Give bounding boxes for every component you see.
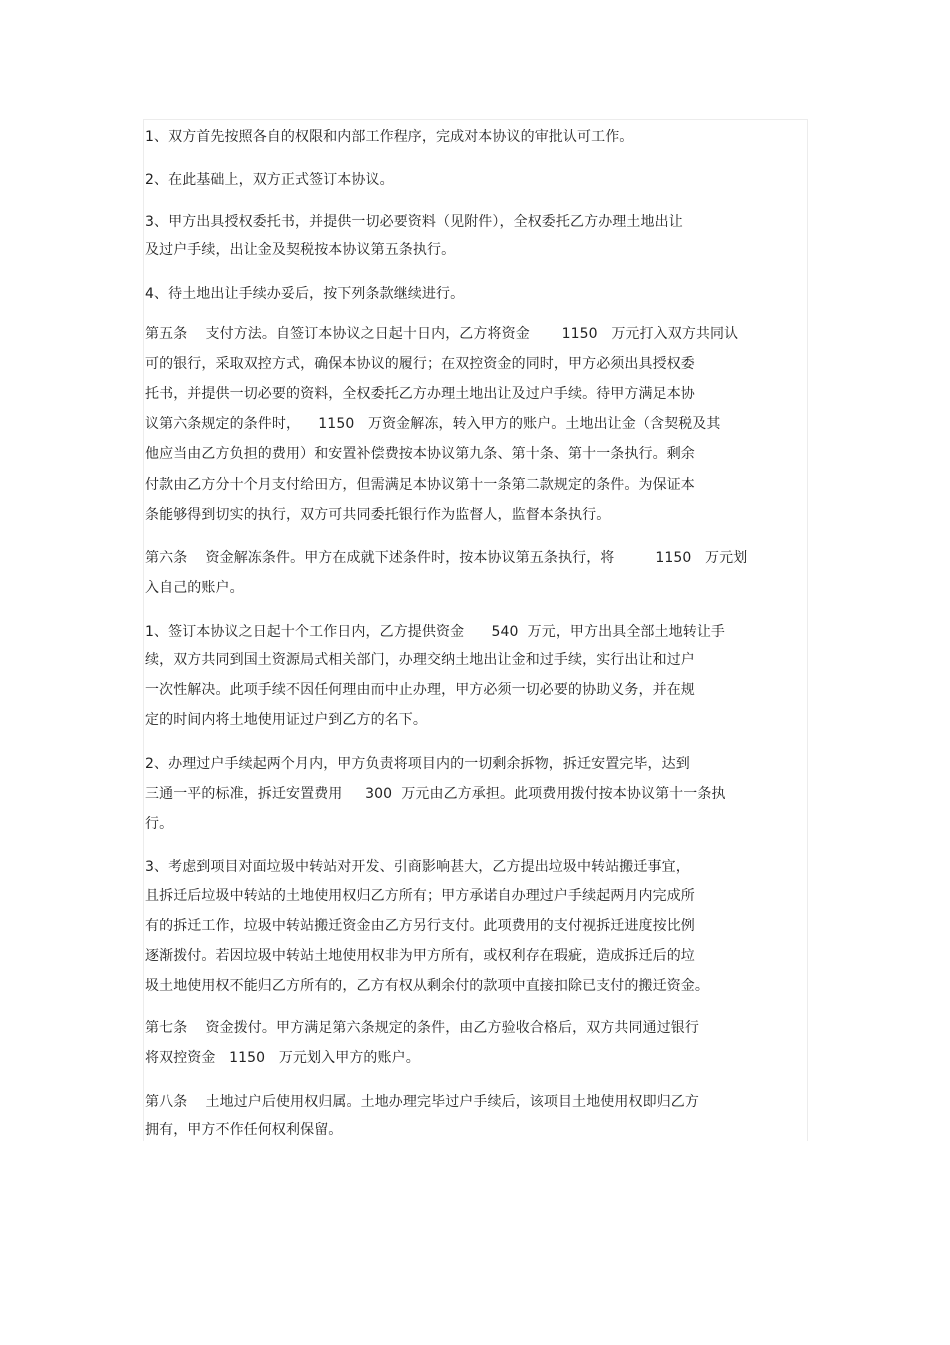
page-frame-top-border [143,119,808,120]
text-line: 拥有，甲方不作任何权利保留。 [145,1122,343,1138]
text-line: 条能够得到切实的执行，双方可共同委托银行作为监督人，监督本条执行。 [145,507,611,523]
text-line: 第七条 资金拨付。甲方满足第六条规定的条件，由乙方验收合格后，双方共同通过银行 [145,1020,699,1036]
text-line: 定的时间内将土地使用证过户到乙方的名下。 [145,712,427,728]
text-line: 托书，并提供一切必要的资料，全权委托乙方办理土地出让及过户手续。待甲方满足本协 [145,386,695,402]
text-line: 3、考虑到项目对面垃圾中转站对开发、引商影响甚大，乙方提出垃圾中转站搬迁事宜， [145,859,690,875]
text-line: 第五条 支付方法。自签订本协议之日起十日内，乙方将资金 1150 万元打入双方共同认 [145,326,739,342]
text-line: 1、签订本协议之日起十个工作日内，乙方提供资金 540 万元，甲方出具全部土地转让手 [145,624,726,640]
text-line: 逐渐拨付。若因垃圾中转站土地使用权非为甲方所有，或权利存在瑕疵，造成拆迁后的垃 [145,948,695,964]
text-line: 第八条 土地过户后使用权归属。土地办理完毕过户手续后，该项目土地使用权即归乙方 [145,1094,699,1110]
text-line: 可的银行，采取双控方式，确保本协议的履行；在双控资金的同时，甲方必须出具授权委 [145,356,695,372]
text-line: 他应当由乙方负担的费用）和安置补偿费按本协议第九条、第十条、第十一条执行。剩余 [145,446,695,462]
page-frame-left-border [143,119,144,1141]
text-line: 一次性解决。此项手续不因任何理由而中止办理，甲方必须一切必要的协助义务，并在规 [145,682,695,698]
text-line: 议第六条规定的条件时， 1150 万资金解冻，转入甲方的账户。土地出让金（含契税及其 [145,416,721,432]
text-line: 有的拆迁工作，垃圾中转站搬迁资金由乙方另行支付。此项费用的支付视拆迁进度按比例 [145,918,695,934]
text-line: 行。 [145,816,174,832]
text-line: 将双控资金 1150 万元划入甲方的账户。 [145,1050,420,1066]
text-line: 付款由乙方分十个月支付给田方，但需满足本协议第十一条第二款规定的条件。为保证本 [145,477,695,493]
page-frame-right-border [807,119,808,1141]
text-line: 3、甲方出具授权委托书，并提供一切必要资料（见附件），全权委托乙方办理土地出让 [145,214,683,230]
text-line: 及过户手续，出让金及契税按本协议第五条执行。 [145,242,456,258]
text-line: 圾土地使用权不能归乙方所有的，乙方有权从剩余付的款项中直接扣除已支付的搬迁资金。 [145,978,709,994]
text-line: 2、在此基础上，双方正式签订本协议。 [145,172,394,188]
text-line: 且拆迁后垃圾中转站的土地使用权归乙方所有；甲方承诺自办理过户手续起两月内完成所 [145,888,695,904]
text-line: 4、待土地出让手续办妥后，按下列条款继续进行。 [145,286,465,302]
text-line: 入自己的账户。 [145,580,244,596]
text-line: 1、双方首先按照各自的权限和内部工作程序，完成对本协议的审批认可工作。 [145,129,634,145]
text-line: 第六条 资金解冻条件。甲方在成就下述条件时，按本协议第五条执行，将 1150 万元划 [145,550,748,566]
text-line: 三通一平的标准，拆迁安置费用 300 万元由乙方承担。此项费用拨付按本协议第十一条执 [145,786,726,802]
text-line: 2、办理过户手续起两个月内，甲方负责将项目内的一切剩余拆物，拆迁安置完毕，达到 [145,756,690,772]
text-line: 续，双方共同到国土资源局式相关部门，办理交纳土地出让金和过手续，实行出让和过户 [145,652,695,668]
